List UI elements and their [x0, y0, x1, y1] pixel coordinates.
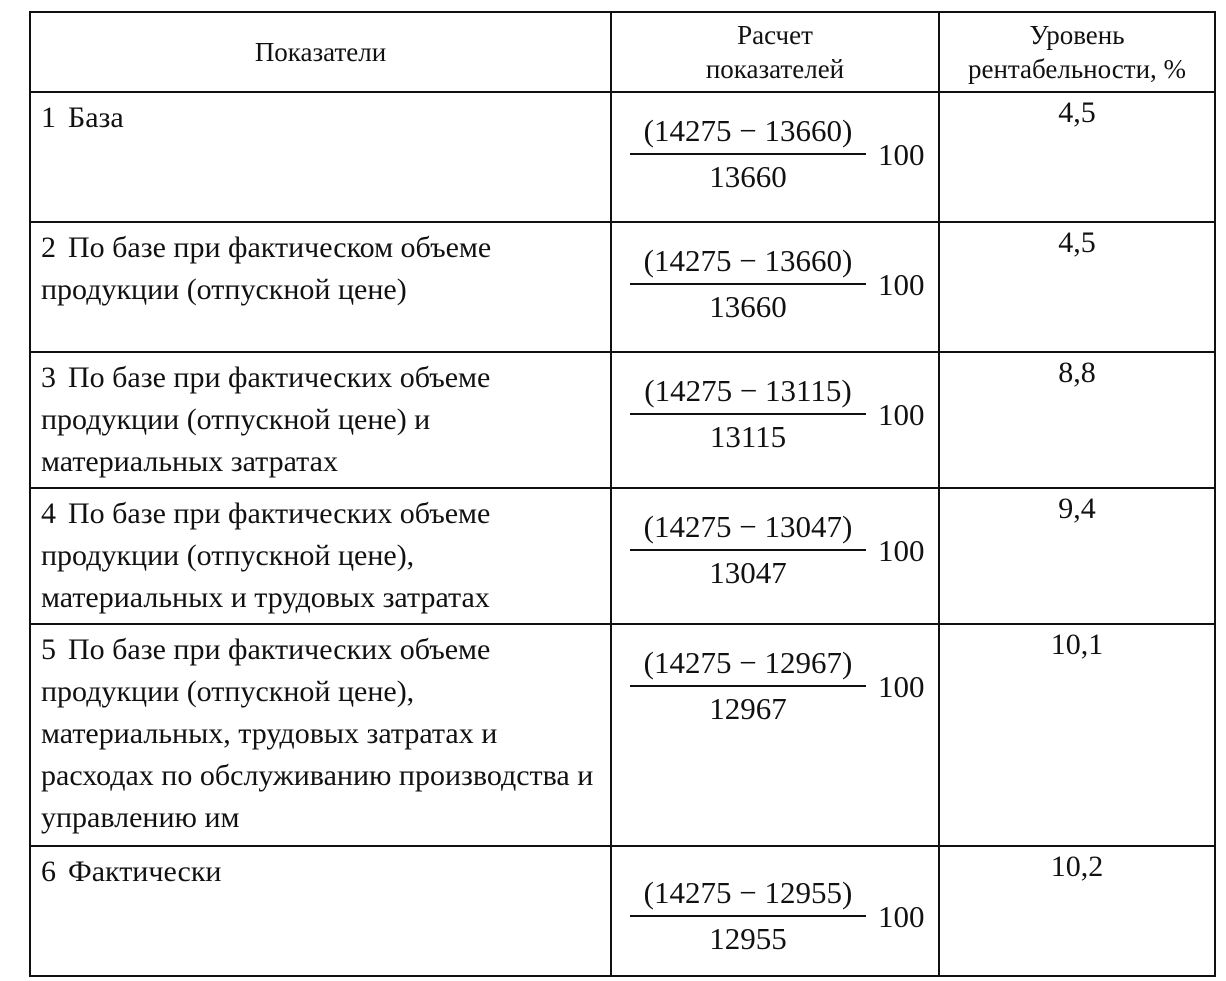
fraction-denominator: 12955 — [709, 921, 787, 956]
table-row — [30, 222, 1215, 352]
level-cell: 4,5 — [939, 92, 1215, 222]
header-calculation — [611, 12, 939, 92]
indicator-text: По базе при фактических объеме продукции (отпускной цене), материальных, трудовых затратах и расходах по обслуживанию производства и управлению им — [41, 633, 594, 834]
fraction-denominator: 13660 — [709, 289, 787, 324]
calculation-cell — [611, 92, 939, 222]
fraction — [630, 243, 866, 325]
calculation-cell — [611, 222, 939, 352]
multiplier: 100 — [878, 397, 925, 432]
multiplier: 100 — [878, 669, 925, 704]
row-number: 3 — [41, 361, 56, 394]
table-row — [30, 488, 1215, 624]
header-level-line1: Уровень — [1029, 20, 1125, 50]
formula — [630, 113, 930, 203]
fraction-bar — [630, 153, 866, 155]
fraction — [630, 113, 866, 195]
indicator-text: По базе при фактических объеме продукции (отпускной цене), материальных и трудовых затратах — [41, 497, 491, 614]
row-number: 2 — [41, 231, 56, 264]
level-cell: 9,4 — [939, 488, 1215, 624]
table-row — [30, 92, 1215, 222]
header-indicators — [30, 12, 611, 92]
multiplier: 100 — [878, 137, 925, 172]
fraction-denominator: 13115 — [709, 419, 787, 454]
level-cell: 4,5 — [939, 222, 1215, 352]
header-level — [939, 12, 1215, 92]
header-calculation-line2: показателей — [705, 54, 845, 84]
fraction-bar — [630, 685, 866, 687]
indicator-cell — [30, 488, 611, 624]
fraction-bar — [630, 915, 866, 917]
indicator-text: Фактически — [68, 855, 222, 888]
header-indicators-label: Показатели — [254, 37, 387, 67]
calculation-cell — [611, 846, 939, 976]
fraction-numerator: (14275 − 12955) — [643, 875, 853, 910]
table-header-row — [30, 12, 1215, 92]
fraction — [630, 875, 866, 957]
fraction-numerator: (14275 − 12967) — [643, 645, 853, 680]
formula — [630, 875, 930, 965]
formula — [630, 373, 930, 463]
level-cell: 10,2 — [939, 846, 1215, 976]
fraction-bar — [630, 283, 866, 285]
level-cell: 8,8 — [939, 352, 1215, 488]
fraction — [630, 509, 866, 591]
row-number: 6 — [41, 855, 56, 888]
fraction-numerator: (14275 − 13115) — [644, 373, 852, 408]
calculation-cell — [611, 624, 939, 846]
multiplier: 100 — [878, 267, 925, 302]
indicator-cell — [30, 846, 611, 976]
calculation-cell — [611, 488, 939, 624]
multiplier: 100 — [878, 533, 925, 568]
fraction — [630, 645, 866, 727]
fraction-denominator: 12967 — [709, 691, 787, 726]
row-number: 5 — [41, 633, 56, 666]
table-row — [30, 624, 1215, 846]
formula — [630, 243, 930, 333]
indicator-cell — [30, 92, 611, 222]
formula — [630, 645, 930, 735]
row-number: 4 — [41, 497, 56, 530]
indicator-text: По базе при фактическом объеме продукции (отпускной цене) — [41, 231, 492, 306]
fraction-numerator: (14275 − 13047) — [643, 509, 853, 544]
table-row — [30, 352, 1215, 488]
indicator-text: База — [68, 101, 124, 134]
fraction-numerator: (14275 − 13660) — [643, 243, 853, 278]
fraction-denominator: 13660 — [709, 159, 787, 194]
indicator-cell — [30, 352, 611, 488]
fraction-bar — [630, 549, 866, 551]
table-row — [30, 846, 1215, 976]
level-cell: 10,1 — [939, 624, 1215, 846]
header-calculation-line1: Расчет — [737, 20, 813, 50]
profitability-table — [29, 11, 1216, 977]
row-number: 1 — [41, 101, 56, 134]
fraction — [630, 373, 866, 455]
indicator-cell — [30, 624, 611, 846]
indicator-cell — [30, 222, 611, 352]
fraction-numerator: (14275 − 13660) — [643, 113, 853, 148]
indicator-text: По базе при фактических объеме продукции (отпускной цене) и материальных затратах — [41, 361, 491, 478]
multiplier: 100 — [878, 899, 925, 934]
formula — [630, 509, 930, 599]
fraction-bar — [630, 413, 866, 415]
calculation-cell — [611, 352, 939, 488]
fraction-denominator: 13047 — [709, 555, 787, 590]
header-level-line2: рентабельности, % — [967, 54, 1187, 84]
profitability-table-sheet — [29, 11, 1214, 977]
